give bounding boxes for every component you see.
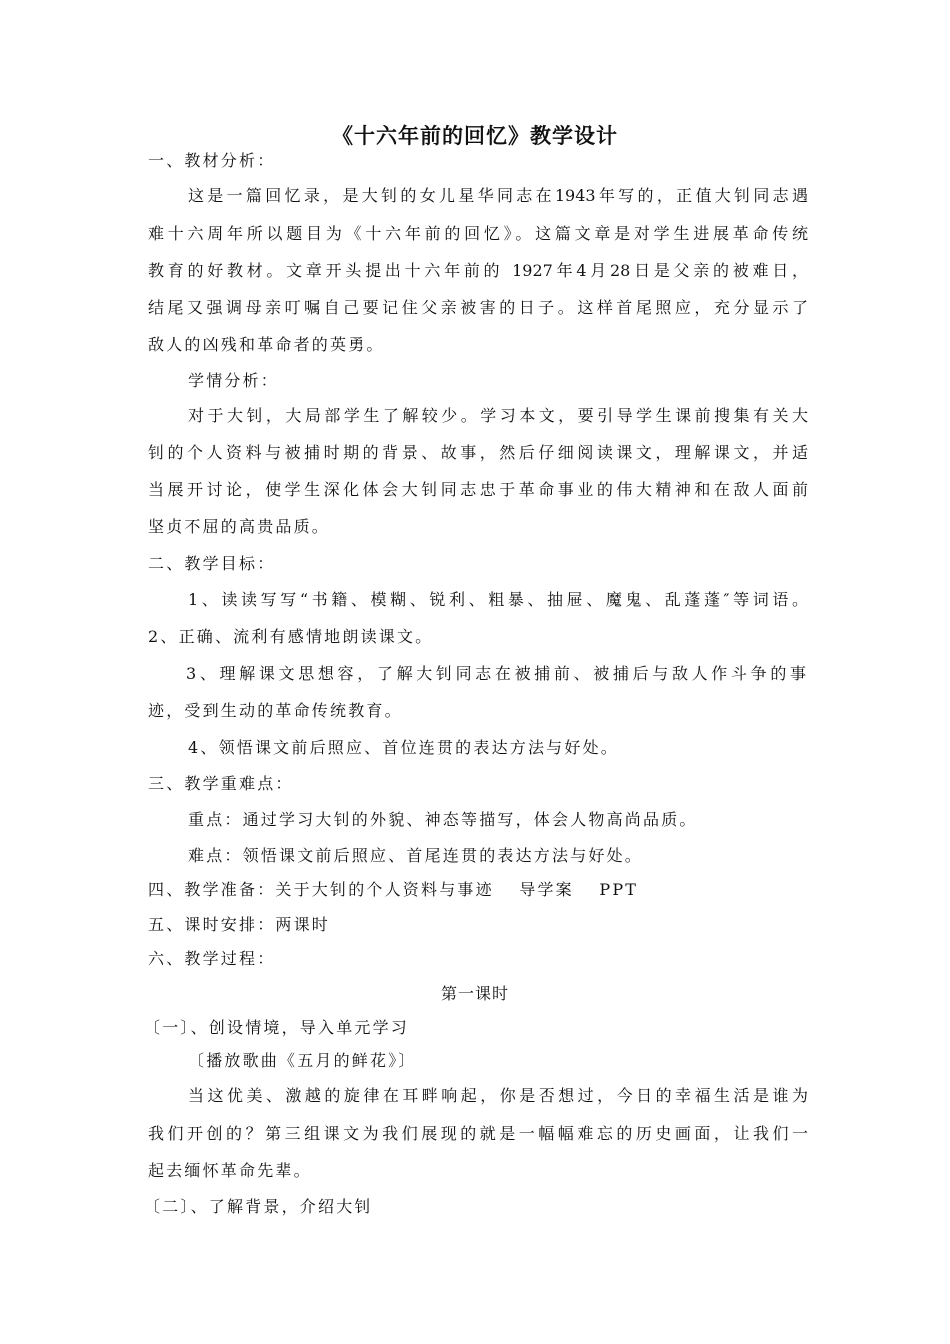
goal-item: 4、领悟课文前后照应、首位连贯的表达方法与好处。 [188, 738, 619, 757]
section-heading-6: 六、教学过程： [148, 949, 276, 968]
lesson-title: 第一课时 [440, 984, 509, 1003]
goal-item: 1、读读写写“书籍、模糊、锐利、粗暴、抽屉、魔鬼、乱蓬蓬″等词语。 [188, 590, 808, 609]
paragraph-line: 难十六周年所以题目为《十六年前的回忆》。这篇文章是对学生进展革命传统 [148, 224, 808, 243]
paragraph-line: 我们开创的？第三组课文为我们展现的就是一幅幅难忘的历史画面，让我们一 [148, 1124, 808, 1143]
section-heading-5: 五、课时安排：两课时 [148, 915, 331, 934]
section-heading-4: 四、教学准备：关于大钊的个人资料与事迹 导学案 PPT [148, 880, 639, 899]
step-note: 〔播放歌曲《五月的鲜花》〕 [188, 1051, 417, 1070]
step-heading: 〔一〕、创设情境，导入单元学习 [144, 1018, 410, 1037]
paragraph-line: 当展开讨论，使学生深化体会大钊同志忠于革命事业的伟大精神和在敌人面前 [148, 480, 808, 499]
paragraph-line: 当这优美、激越的旋律在耳畔响起，你是否想过，今日的幸福生活是谁为 [188, 1086, 808, 1105]
paragraph-line: 结尾又强调母亲叮嘱自己要记住父亲被害的日子。这样首尾照应，充分显示了 [148, 298, 808, 317]
goal-item: 2、正确、流利有感情地朗读课文。 [148, 627, 434, 646]
paragraph-line: 钊的个人资料与被捕时期的背景、故事，然后仔细阅读课文，理解课文，并适 [148, 443, 808, 462]
paragraph-line: 对于大钊，大局部学生了解较少。学习本文，要引导学生课前搜集有关大 [188, 406, 808, 425]
difficult-point: 难点：领悟课文前后照应、首尾连贯的表达方法与好处。 [188, 846, 644, 865]
paragraph-line: 教育的好教材。文章开头提出十六年前的 1927年4月28日是父亲的被难日， [148, 261, 808, 280]
document-title: 《十六年前的回忆》教学设计 [332, 123, 618, 148]
section-heading-1: 一、教材分析： [148, 151, 276, 170]
step-heading: 〔二〕、了解背景，介绍大钊 [144, 1197, 373, 1216]
paragraph-line: 敌人的凶残和革命者的英勇。 [148, 335, 385, 354]
section-heading-3: 三、教学重难点： [148, 774, 294, 793]
paragraph-line: 这是一篇回忆录，是大钊的女儿星华同志在1943年写的，正值大钊同志遇 [188, 186, 808, 205]
paragraph-line: 起去缅怀革命先辈。 [148, 1161, 312, 1180]
goal-item-continued: 迹，受到生动的革命传统教育。 [148, 701, 403, 720]
section-heading-2: 二、教学目标： [148, 554, 276, 573]
key-point: 重点：通过学习大钊的外貌、神态等描写，体会人物高尚品质。 [188, 810, 698, 829]
paragraph-line: 坚贞不屈的高贵品质。 [148, 517, 331, 536]
goal-item: 3、理解课文思想容，了解大钊同志在被捕前、被捕后与敌人作斗争的事 [186, 664, 806, 683]
subheading: 学情分析： [188, 371, 280, 390]
